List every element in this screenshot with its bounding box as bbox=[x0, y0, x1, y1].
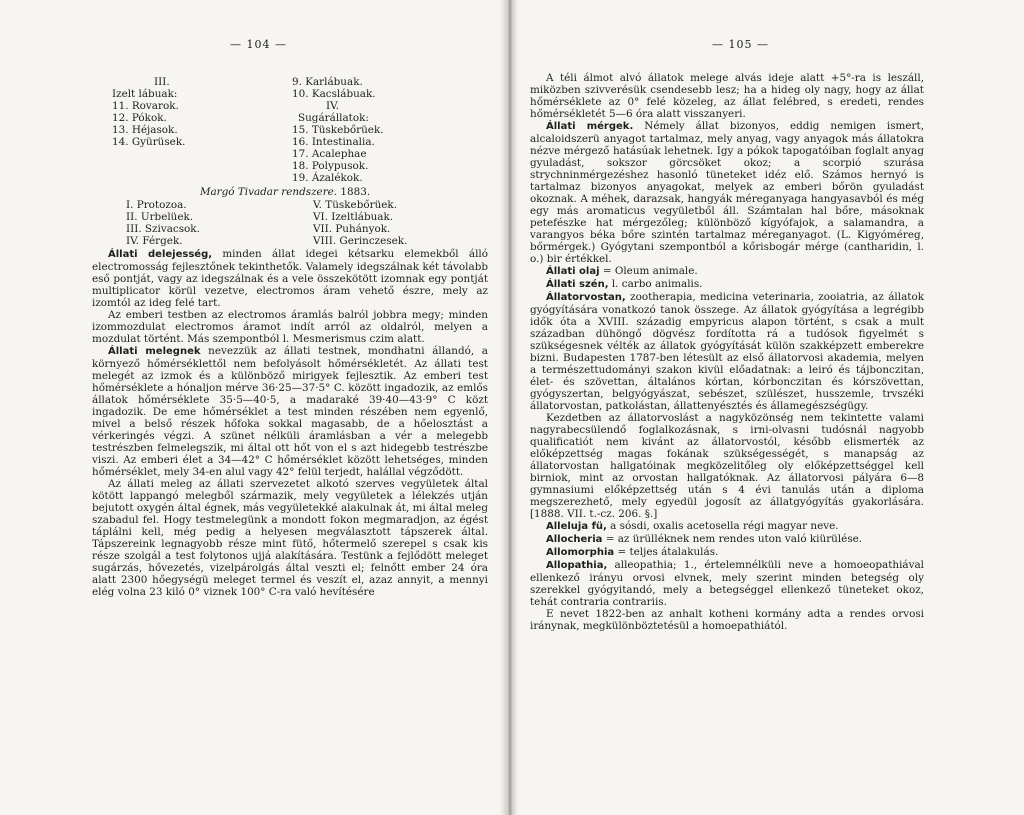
list-left-5: 13. Héjasok. bbox=[112, 124, 178, 136]
list-left-6: 14. Gyürüsek. bbox=[112, 136, 186, 148]
entry-allati-mergek: Állati mérgek. Némely állat bizonyos, eddig nemigen ismert, alcaloidszerü anyagot tartalmaz, mely anyag, vagy anyagok más állatokra nézve mérgező hatásúak lehetnek. Igy a pókok tapogatóiban foglalt anyag gyuladást, sokszor görcsöket okoz; a scorpió szurása strychninmérgezéshez hasonló tüneteket idéz elő. Számos hernyó is tartalmaz bizonyos anyagokat, melyek az emberi bőrön gyuladást okoznak. A méhek, darazsak, hangyák méreganyaga hangyasavból és még egy más aromaticus vegyületből áll. Számtalan hal bőre, másoknak petefészke hat mérgezőleg; különböző kígyófajok, a salamandra, a varangyos béka bőre szintén tartalmaz méreganyagot. (L. Kigyóméreg, bőrmérgek.) Gyógytani szempontból a kőrisbogár mérge (cantharidin, l. o.) bir értékkel. bbox=[530, 120, 924, 265]
paragraph-electromos-aram: Az emberi testben az electromos áramlás balról jobbra megy; minden izommozdulat electromos áramot indít arról az oldalról, melyen a mozdulat történt. Más szempontból l. Mesmerismus czim alatt. bbox=[92, 309, 488, 345]
list-right-1: 9. Karlábuak. bbox=[292, 76, 363, 88]
term-allati-szen: Állati szén, bbox=[546, 279, 609, 290]
entry-allopathia: Allopathia, alleopathia; 1., értelemnélküli neve a homoeopathiával ellenkező irányu orvosi elvnek, mely szerint minden betegség oly szerekkel gyógyitandó, mely a betegséggel ellenkező tüneteket okoz, tehát contraria contrariis. bbox=[530, 559, 924, 608]
page-number-right: — 105 — bbox=[712, 38, 769, 51]
term-allopathia: Allopathia, bbox=[546, 560, 608, 571]
sys-right-1: V. Tüskebőrüek. bbox=[313, 199, 398, 211]
right-page bbox=[512, 0, 1024, 815]
list-left-1: III. bbox=[154, 76, 170, 88]
sys-left-2: II. Urbelüek. bbox=[126, 211, 194, 223]
class-list-right bbox=[292, 76, 422, 184]
term-allatorvostan: Állatorvostan, bbox=[546, 292, 626, 303]
entry-allatorvostan: Állatorvostan, zootherapia, medicina veterinaria, zooiatria, az állatok gyógyítására vonatkozó tanok összege. Az állatok gyógyítása a legrégibb idők óta a XVIII. századig empyricus alapon történt, s csak a mult században dühöngő dögvész fordította rá a tudósok figyelmét s szükségesnek vélték az állatok gyógyítását külön szakképzett emberekre bizni. Budapesten 1787-ben létesült az első állatorvosi akademia, melyen a természettudományi szakon kivül előadatnak: a leiró és tájbonczitan, élet- és szövettan, általános kórtan, kórbonczitan és kórszövettan, gyógyszertan, belgyógyászat, sebészet, szülészet, husszemle, trvszéki állatorvostan, patkolástan, állattenyésztés és államegészségügy. bbox=[530, 291, 924, 412]
sys-right-4: VIII. Gerinczesek. bbox=[313, 235, 408, 247]
entry-allocheria: Allocheria = az ürülléknek nem rendes uton való kiürülése. bbox=[546, 533, 863, 545]
term-alleluja-fu: Alleluja fü, bbox=[546, 521, 607, 532]
term-allocheria: Allocheria bbox=[546, 534, 603, 545]
entry-allati-olaj: Állati olaj = Oleum animale. bbox=[546, 265, 698, 277]
entry-allati-delejesseg: Állati delejesség, minden állat idegei kétsarku elemekből álló electromosság fejlesztőnek tekinthetők. Valamely idegszálnak két távolabb eső pontját, vagy az idegszálnak és a vele összekötött izomnak egy pontját multiplicator körül vezetve, electromos áram vehető észre, mely az izomtól az ideg felé tart. bbox=[92, 248, 488, 309]
sys-left-4: IV. Férgek. bbox=[126, 235, 183, 247]
system-list-left bbox=[126, 199, 276, 247]
left-body-text bbox=[92, 248, 488, 598]
sys-left-1: I. Protozoa. bbox=[126, 199, 187, 211]
sys-right-2: VI. Izeltlábuak. bbox=[313, 211, 394, 223]
list-right-3: IV. bbox=[326, 100, 340, 112]
term-allomorphia: Allomorphia bbox=[546, 547, 615, 558]
term-allati-mergek: Állati mérgek. bbox=[546, 121, 634, 132]
term-allati-meleg: Állati melegnek bbox=[108, 346, 201, 357]
paragraph-allati-meleg-eredete: Az állati meleg az állati szervezetet alkotó szerves vegyületek által kötött lappangó melegből származik, mely vegyületek a lélekzés utján bejutott oxygén által égnek, más vegyületekké alakulnak át, mi által meleg szabadul fel. Hogy testmelegünk a mondott fokon megmaradjon, az égést táplálni kell, még pedig a helyesen megválasztott tápszerek által. Tápszereink legnagyobb része mint fütő, hőtermelő szerepel s csak kis része szolgál a test folytonos ujjá alakítására. Testünk a fejlődött meleget sugárzás, hővezetés, vizelpárolgás által veszti el; felnőtt ember 24 óra alatt 2300 hőegységü meleget termel és veszít el, azaz annyit, a mennyi elég volna 23 kiló 0° viznek 100° C-ra való hevítésére bbox=[92, 478, 488, 598]
class-list-left bbox=[112, 76, 262, 148]
paragraph-teli-alom: A téli álmot alvó állatok melege alvás ideje alatt +5°-ra is leszáll, miközben szivverésük csendesebb lesz; ha a hideg oly nagy, hogy az állat hőmérséklete az 0° felé közeleg, az állat felébred, s eredeti, rendes hőmérsékletét 5—6 óra alatt visszanyeri. bbox=[530, 72, 924, 120]
entry-allati-szen: Állati szén, l. carbo animalis. bbox=[546, 278, 703, 290]
page-number-left: — 104 — bbox=[230, 38, 287, 51]
entry-allomorphia: Allomorphia = teljes átalakulás. bbox=[546, 546, 719, 558]
term-allati-olaj: Állati olaj bbox=[546, 266, 600, 277]
term-allati-delejesseg: Állati delejesség, bbox=[108, 249, 213, 260]
entry-allati-meleg: Állati melegnek nevezzük az állati testnek, mondhatni állandó, a környező hőmérséklettől nem befolyásolt hőmérsékletét. Az állati test melegét az izmok és a különböző mirigyek fejlesztik. Az emberi test hőmérséklete a hónaljon mérve 36·25—37·5° C. között ingadozik, az emlős állatok hőmérséklete 35·5—40·5, a madaraké 39·40—43·9° C közt ingadozik. De eme hőmérséklet a test minden részében nem egyenlő, mivel a belső részek hőfoka sokkal magasabb, de a hőelosztást a vérkeringés végzi. A szünet nélküli áramlásban a vér a melegebb testrészben felmelegszik, mi által ott hőt von el s azt hidegebb testrészbe viszi. Az emberi élet a 34—42° C hőmérséklet között lehetséges, minden hőmérséklet, mely 34-en alul vagy 42° felül terjedt, halállal végződött. bbox=[92, 345, 489, 478]
paragraph-allatorvoslas: Kezdetben az állatorvoslást a nagyközönség nem tekintette valami nagyrabecsülendő foglalkozásnak, s irni-olvasni tudósnál nagyobb qualificatiót nem kivánt az állatorvostól, később elismerték az előképzettség magas fokának szükségességét, s manapság az állatorvostan hallgatóinak megközelitőleg oly előképzettséggel kell birniok, mint az orvostan hallgatóknak. Az állatorvosi pályára 6—8 gymnasiumi előképzettség után s 4 évi tanulás után a diploma megszerezhető, mely egyedül jogosít az állatgyógyítás gyakorlására. [1888. VII. t.-cz. 206. §.] bbox=[530, 412, 924, 520]
list-left-4: 12. Pókok. bbox=[112, 112, 167, 124]
list-right-7: 17. Acalephae bbox=[292, 148, 367, 160]
list-left-2: Izelt lábuak: bbox=[112, 88, 178, 100]
entry-alleluja-fu: Alleluja fü, a sósdi, oxalis acetosella régi magyar neve. bbox=[546, 520, 839, 532]
list-right-9: 19. Ázalékok. bbox=[292, 172, 363, 184]
system-list-right bbox=[313, 199, 463, 247]
paragraph-nevadas-1822: E nevet 1822-ben az anhalt kotheni kormány adta a rendes orvosi iránynak, megkülönböztetésül a homoepathiától. bbox=[530, 608, 924, 632]
list-left-3: 11. Rovarok. bbox=[112, 100, 179, 112]
system-heading-year: 1883. bbox=[337, 186, 371, 198]
system-heading-title: Margó Tivadar rendszere. bbox=[199, 186, 338, 198]
sys-left-3: III. Szivacsok. bbox=[126, 223, 200, 235]
list-right-6: 16. Intestinalia. bbox=[292, 136, 375, 148]
list-right-5: 15. Tüskebőrüek. bbox=[292, 124, 384, 136]
list-right-2: 10. Kacslábuak. bbox=[292, 88, 376, 100]
left-page bbox=[0, 0, 506, 815]
right-body-text bbox=[530, 72, 924, 632]
sys-right-3: VII. Puhányok. bbox=[313, 223, 391, 235]
system-heading bbox=[85, 186, 485, 198]
list-right-4: Sugárállatok: bbox=[298, 112, 369, 124]
list-right-8: 18. Polypusok. bbox=[292, 160, 369, 172]
